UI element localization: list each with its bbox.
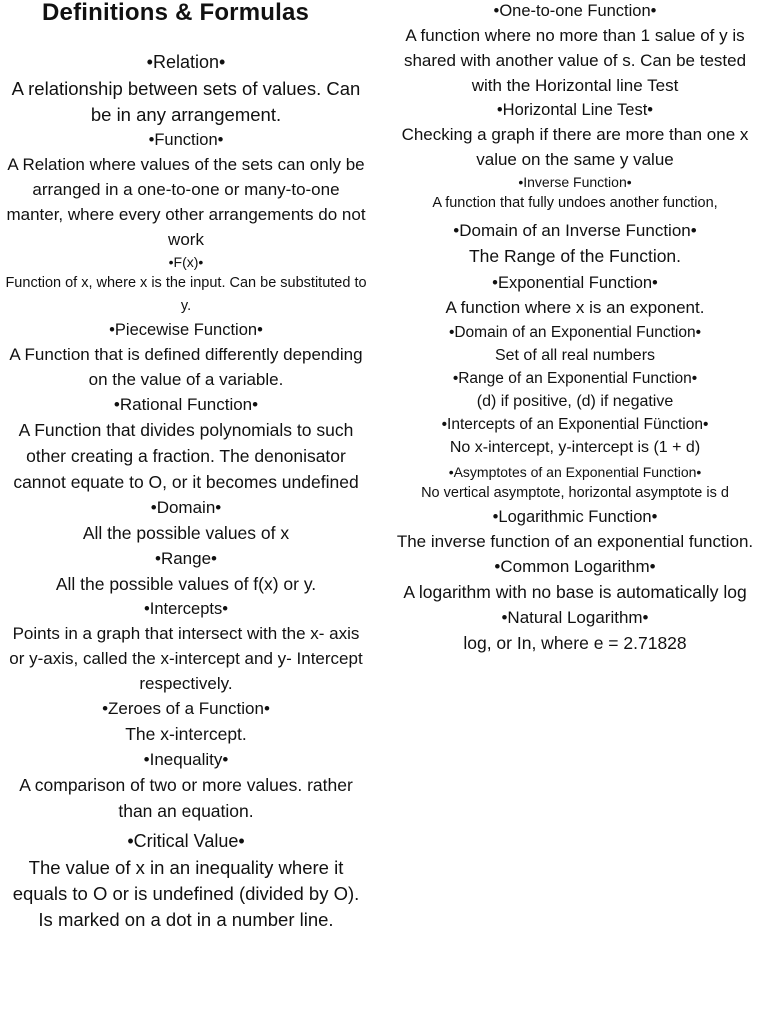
definition-term: •Domain•	[150, 498, 222, 517]
definition-term: •Asymptotes of an Exponential Function•	[448, 464, 702, 480]
definition-term: •Natural Logarithm•	[501, 608, 649, 627]
definition-entry	[394, 505, 756, 554]
definition-term: •Function•	[148, 131, 224, 149]
definition-entry	[4, 49, 368, 128]
definition-text: All the possible values of x	[82, 523, 290, 543]
definition-entry	[394, 322, 756, 368]
definition-text: A function that fully undoes another function,	[432, 195, 718, 211]
definition-entry	[4, 495, 368, 546]
definition-term: •Intercepts•	[143, 600, 228, 618]
definition-entry	[394, 414, 756, 460]
definition-term: •Logarithmic Function•	[492, 508, 658, 526]
definition-entry	[394, 368, 756, 414]
definition-text: A comparison of two or more values. rather than an equation.	[19, 775, 353, 821]
definition-term: •Inequality•	[143, 750, 229, 769]
definition-entry	[394, 605, 756, 656]
definition-text: The value of x in an inequality where it equals to O or is undefined (divided by O). Is marked on a dot in a number line.	[12, 857, 360, 930]
definition-term: •Domain of an Exponential Function•	[448, 324, 702, 341]
definition-text: A relationship between sets of values. Can be in any arrangement.	[11, 78, 361, 125]
definition-term: •Critical Value•	[127, 831, 245, 851]
definition-term: •Piecewise Function•	[109, 321, 263, 339]
definition-term: •Range of an Exponential Function•	[452, 370, 698, 387]
definition-term: •Intercepts of an Exponential Fünction•	[441, 416, 709, 433]
definition-term: •Rational Function•	[113, 395, 259, 414]
definition-text: log, or In, where e = 2.71828	[463, 633, 687, 653]
definition-entry	[4, 546, 368, 597]
definition-entry	[394, 98, 756, 172]
definition-entry	[4, 128, 368, 252]
definition-text: Points in a graph that intersect with the x- axis or y-axis, called the x-intercept and y- Intercept respectively.	[9, 624, 363, 693]
definition-text: A Relation where values of the sets can only be arranged in a one-to-one or many-to-one manter, where every other arrangements do not work	[6, 155, 366, 249]
definition-text: The Range of the Function.	[468, 246, 682, 266]
definition-text: No x-intercept, y-intercept is (1 + d)	[449, 439, 701, 456]
definition-text: A function where no more than 1 salue of y is shared with another value of s. Can be tested with the Horizontal line Test	[403, 26, 747, 95]
definition-text: All the possible values of f(x) or y.	[55, 574, 317, 594]
definition-text: A logarithm with no base is automatically log	[403, 582, 747, 602]
definition-text: No vertical asymptote, horizontal asymptote is d	[421, 485, 729, 501]
definition-term: •One-to-one Function•	[493, 2, 657, 20]
definition-term: •Domain of an Inverse Function•	[453, 221, 697, 240]
definition-text: A function where x is an exponent.	[445, 298, 705, 317]
definition-term: •F(x)•	[168, 254, 204, 270]
definition-text: A Function that divides polynomials to such other creating a fraction. The denonisator cannot equate to O, or it becomes undefined	[13, 420, 359, 492]
right-column	[394, 0, 756, 656]
definition-text: A Function that is defined differently depending on the value of a variable.	[9, 345, 363, 389]
definition-text: The x-intercept.	[125, 724, 247, 744]
definition-term: •Zeroes of a Function•	[102, 699, 270, 718]
definition-text: Function of x, where x is the input. Can be substituted to y.	[5, 275, 367, 314]
definition-text: (d) if positive, (d) if negative	[476, 393, 674, 410]
definition-text: Set of all real numbers	[494, 347, 656, 364]
definition-entry	[4, 392, 368, 495]
definition-term: •Range•	[155, 549, 217, 568]
definition-entry	[394, 0, 756, 98]
definition-term: •Relation•	[146, 52, 226, 72]
definition-entry	[394, 218, 756, 269]
definition-entry	[394, 462, 756, 505]
definition-entry	[4, 597, 368, 696]
definition-term: •Common Logarithm•	[494, 557, 656, 576]
left-column	[4, 49, 368, 933]
page-title: Definitions & Formulas	[42, 0, 310, 26]
definition-entry	[394, 554, 756, 605]
definition-entry	[4, 252, 368, 318]
definition-entry	[4, 828, 368, 933]
definition-text: The inverse function of an exponential function.	[396, 532, 754, 551]
definition-entry	[394, 172, 756, 215]
definition-entry	[4, 747, 368, 824]
definition-entry	[394, 271, 756, 320]
definition-term: •Exponential Function•	[492, 274, 658, 292]
definition-entry	[4, 696, 368, 747]
definition-entry	[4, 318, 368, 392]
definition-text: Checking a graph if there are more than one x value on the same y value	[401, 125, 749, 169]
definition-term: •Horizontal Line Test•	[496, 101, 654, 119]
definition-term: •Inverse Function•	[518, 174, 632, 190]
